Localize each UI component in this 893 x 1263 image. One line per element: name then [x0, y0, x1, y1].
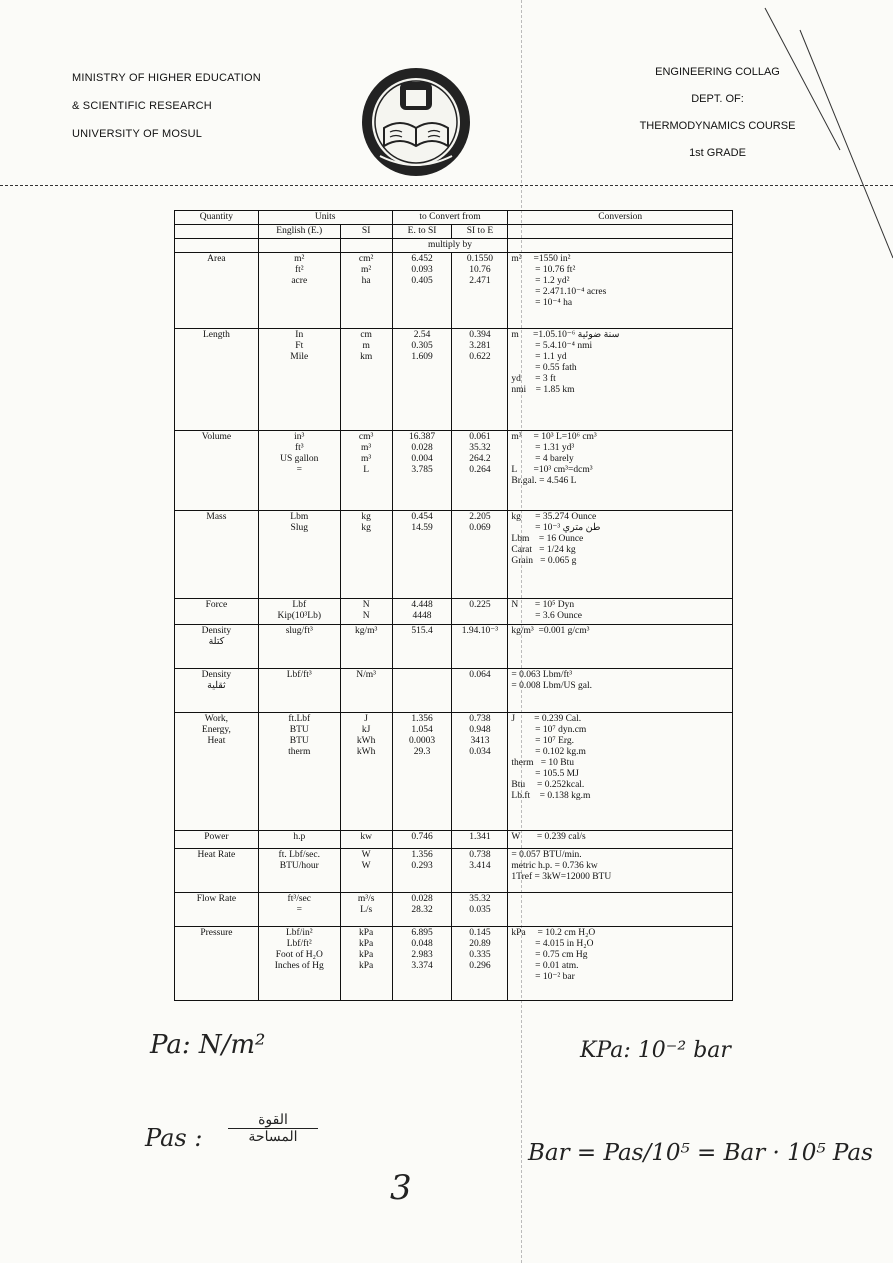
- conversion-line: m =1.05.10⁻⁶ سنة ضوئية: [511, 330, 620, 340]
- si-to-e-cell: [452, 329, 508, 431]
- quantity-line: Flow Rate: [196, 894, 237, 904]
- conversion-line: = 2.471.10⁻⁴ acres: [511, 287, 607, 297]
- english-unit-line: Lbf/ft²: [286, 939, 312, 949]
- conversion-line: kg/m³ =0.001 g/cm³: [511, 626, 590, 636]
- english-unit-line: BTU: [289, 725, 309, 735]
- e-to-si-line: 6.452: [411, 254, 433, 264]
- e-to-si-cell: [392, 927, 452, 1001]
- conversion-line: N = 10⁵ Dyn: [511, 600, 575, 610]
- english-unit-cell: [258, 431, 340, 511]
- si-unit-cell: [340, 329, 392, 431]
- header-row-2: [175, 225, 733, 239]
- si-unit-cell: [340, 669, 392, 713]
- e-to-si-line: [396, 670, 449, 681]
- si-unit-cell: [340, 713, 392, 831]
- english-unit-line: ft²: [294, 265, 304, 275]
- english-unit-cell: [258, 329, 340, 431]
- table-row: [175, 625, 733, 669]
- conversion-line: Btu = 0.252kcal.: [511, 780, 585, 790]
- conversion-table: [174, 210, 733, 1001]
- conversion-cell: [508, 599, 733, 625]
- english-unit-line: acre: [291, 276, 308, 286]
- si-to-e-line: 264.2: [469, 454, 491, 464]
- table-row: [175, 253, 733, 329]
- quantity-line: Heat: [207, 736, 226, 746]
- si-to-e-cell: [452, 849, 508, 893]
- si-unit-line: cm: [360, 330, 372, 340]
- quantity-cell: [175, 431, 259, 511]
- col-convert: to Convert from: [392, 211, 508, 225]
- si-unit-line: kPa: [359, 928, 374, 938]
- english-unit-line: Lbf/ft³: [286, 670, 312, 680]
- si-unit-line: ha: [361, 276, 371, 286]
- si-unit-cell: [340, 625, 392, 669]
- header-row-1: [175, 211, 733, 225]
- e-to-si-line: 0.093: [411, 265, 433, 275]
- quantity-line: كتلة: [208, 637, 225, 647]
- si-unit-line: m³: [361, 454, 372, 464]
- si-to-e-cell: [452, 669, 508, 713]
- si-unit-line: L/s: [360, 905, 373, 915]
- e-to-si-line: 0.746: [411, 832, 433, 842]
- si-to-e-line: 10.76: [469, 265, 491, 275]
- si-to-e-line: 0.394: [469, 330, 491, 340]
- conversion-line: = 10⁷ Erg.: [511, 736, 574, 746]
- conversion-line: metric h.p. = 0.736 kw: [511, 861, 598, 871]
- e-to-si-line: 0.028: [411, 894, 433, 904]
- hand-bar-equation: Bar = Pas/10⁵ = Bar · 10⁵ Pas: [528, 1140, 873, 1166]
- conversion-line: = 0.55 fath: [511, 363, 577, 373]
- quantity-line: Work,: [204, 714, 229, 724]
- english-unit-cell: [258, 599, 340, 625]
- english-unit-line: =: [296, 905, 302, 915]
- si-to-e-cell: [452, 625, 508, 669]
- hand-pa: Pa: N/m²: [150, 1030, 266, 1060]
- conversion-line: = 4 barely: [511, 454, 574, 464]
- conversion-line: = 5.4.10⁻⁴ nmi: [511, 341, 593, 351]
- hand-pas-fraction: [228, 1112, 318, 1145]
- si-unit-cell: [340, 927, 392, 1001]
- table-row: [175, 849, 733, 893]
- quantity-cell: [175, 599, 259, 625]
- conversion-line: = 0.057 BTU/min.: [511, 850, 582, 860]
- si-unit-line: kg: [361, 512, 371, 522]
- english-unit-line: therm: [288, 747, 311, 757]
- si-to-e-line: 0.622: [469, 352, 491, 362]
- english-unit-line: ft³: [294, 443, 304, 453]
- conversion-line: = 3.6 Ounce: [511, 611, 582, 621]
- si-unit-cell: [340, 831, 392, 849]
- e-to-si-cell: [392, 669, 452, 713]
- e-to-si-line: 515.4: [411, 626, 433, 636]
- hand-page-number: 3: [390, 1168, 412, 1208]
- e-to-si-line: 1.054: [411, 725, 433, 735]
- e-to-si-cell: [392, 253, 452, 329]
- si-to-e-line: 0.069: [469, 523, 491, 533]
- english-unit-cell: [258, 927, 340, 1001]
- hand-kpa: KPa: 10⁻² bar: [580, 1038, 731, 1063]
- conversion-line: = 0.01 atm.: [511, 961, 579, 971]
- hand-pas-numerator: القوة: [228, 1112, 318, 1129]
- si-unit-cell: [340, 431, 392, 511]
- english-unit-line: Lbm: [290, 512, 309, 522]
- si-unit-line: kw: [360, 832, 372, 842]
- conversion-cell: [508, 669, 733, 713]
- si-unit-cell: [340, 849, 392, 893]
- e-to-si-line: 6.895: [411, 928, 433, 938]
- si-unit-line: N/m³: [356, 670, 377, 680]
- quantity-cell: [175, 329, 259, 431]
- conversion-line: W = 0.239 cal/s: [511, 832, 586, 842]
- si-unit-line: J: [364, 714, 368, 724]
- english-unit-line: Foot of H₂O: [275, 950, 323, 960]
- conversion-line: kg = 35.274 Ounce: [511, 512, 597, 522]
- english-unit-line: BTU/hour: [279, 861, 319, 871]
- table-row: [175, 511, 733, 599]
- english-unit-line: BTU: [289, 736, 309, 746]
- conversion-cell: [508, 329, 733, 431]
- hand-pas-label: Pas :: [145, 1124, 203, 1152]
- english-unit-cell: [258, 511, 340, 599]
- e-to-si-line: 0.454: [411, 512, 433, 522]
- si-to-e-line: 2.471: [469, 276, 491, 286]
- english-unit-line: slug/ft³: [285, 626, 313, 636]
- col-english: English (E.): [258, 225, 340, 239]
- si-to-e-line: 0.145: [469, 928, 491, 938]
- conversion-line: = 10⁻³ طن متري: [511, 523, 601, 533]
- si-to-e-cell: [452, 713, 508, 831]
- conversion-line: m³ = 10³ L=10⁶ cm³: [511, 432, 597, 442]
- si-unit-line: m²: [361, 265, 372, 275]
- conversion-line: m² =1550 in²: [511, 254, 571, 264]
- si-unit-line: m: [362, 341, 370, 351]
- si-to-e-line: 1.94.10⁻³: [461, 626, 499, 636]
- si-to-e-cell: [452, 431, 508, 511]
- e-to-si-line: 16.387: [408, 432, 436, 442]
- si-to-e-cell: [452, 893, 508, 927]
- e-to-si-cell: [392, 713, 452, 831]
- e-to-si-cell: [392, 831, 452, 849]
- si-to-e-line: 0.1550: [466, 254, 493, 264]
- conversion-line: Grain = 0.065 g: [511, 556, 577, 566]
- conversion-line: = 10⁻² bar: [511, 972, 575, 982]
- si-unit-line: m³: [361, 443, 372, 453]
- conversion-line: therm = 10 Btu: [511, 758, 575, 768]
- col-e-to-si: E. to SI: [392, 225, 452, 239]
- conversion-line: = 10⁷ dyn.cm: [511, 725, 587, 735]
- quantity-cell: [175, 253, 259, 329]
- conversion-line: Carat = 1/24 kg: [511, 545, 576, 555]
- e-to-si-cell: [392, 431, 452, 511]
- col-multiply: multiply by: [392, 239, 508, 253]
- conversion-cell: [508, 849, 733, 893]
- si-unit-line: km: [360, 352, 373, 362]
- english-unit-line: ft. Lbf/sec.: [278, 850, 320, 860]
- english-unit-line: Ft: [295, 341, 304, 351]
- conversion-line: 1Tref = 3kW=12000 BTU: [511, 872, 612, 882]
- quantity-line: Density: [201, 670, 232, 680]
- si-unit-cell: [340, 599, 392, 625]
- e-to-si-line: 4.448: [411, 600, 433, 610]
- conversion-line: L =10³ cm³=dcm³: [511, 465, 593, 475]
- conversion-line: = 105.5 MJ: [511, 769, 579, 779]
- e-to-si-cell: [392, 625, 452, 669]
- quantity-cell: [175, 893, 259, 927]
- english-unit-cell: [258, 831, 340, 849]
- conversion-line: = 0.008 Lbm/US gal.: [511, 681, 592, 691]
- si-to-e-cell: [452, 831, 508, 849]
- si-unit-line: kJ: [361, 725, 371, 735]
- si-to-e-line: 3413: [470, 736, 490, 746]
- conversion-line: kPa = 10.2 cm H₂O: [511, 928, 596, 938]
- e-to-si-line: 1.356: [411, 714, 433, 724]
- conversion-line: Br.gal. = 4.546 L: [511, 476, 577, 486]
- conversion-line: nmi = 1.85 km: [511, 385, 575, 395]
- quantity-cell: [175, 669, 259, 713]
- si-unit-line: W: [361, 850, 371, 860]
- quantity-line: Volume: [201, 432, 232, 442]
- quantity-cell: [175, 927, 259, 1001]
- table-row: [175, 831, 733, 849]
- english-unit-cell: [258, 849, 340, 893]
- si-unit-line: W: [361, 861, 371, 871]
- e-to-si-cell: [392, 599, 452, 625]
- si-unit-line: kPa: [359, 939, 374, 949]
- quantity-line: Power: [204, 832, 229, 842]
- conversion-line: = 0.75 cm Hg: [511, 950, 588, 960]
- quantity-cell: [175, 625, 259, 669]
- si-to-e-line: 2.205: [469, 512, 491, 522]
- si-unit-line: cm²: [358, 254, 374, 264]
- conversion-cell: [508, 511, 733, 599]
- si-unit-line: kg/m³: [354, 626, 378, 636]
- english-unit-cell: [258, 625, 340, 669]
- e-to-si-line: 3.374: [411, 961, 433, 971]
- english-unit-line: Inches of Hg: [274, 961, 324, 971]
- english-unit-line: ft³/sec: [287, 894, 311, 904]
- si-unit-line: kWh: [356, 736, 376, 746]
- course-line: THERMODYNAMICS COURSE: [639, 120, 796, 132]
- conversion-line: = 1.1 yd: [511, 352, 567, 362]
- e-to-si-line: 28.32: [411, 905, 433, 915]
- english-unit-line: Slug: [290, 523, 308, 533]
- conversion-line: Lbm = 16 Ounce: [511, 534, 584, 544]
- si-to-e-line: 0.948: [469, 725, 491, 735]
- si-to-e-line: 35.32: [469, 894, 491, 904]
- research-line: & SCIENTIFIC RESEARCH: [72, 100, 212, 112]
- dept-line: DEPT. OF:: [691, 93, 744, 105]
- col-si: SI: [340, 225, 392, 239]
- si-to-e-line: 0.225: [469, 600, 491, 610]
- e-to-si-cell: [392, 511, 452, 599]
- conversion-line: = 10.76 ft²: [511, 265, 576, 275]
- conversion-cell: [508, 253, 733, 329]
- e-to-si-line: 0.293: [411, 861, 433, 871]
- e-to-si-line: 0.028: [411, 443, 433, 453]
- e-to-si-cell: [392, 893, 452, 927]
- quantity-cell: [175, 849, 259, 893]
- quantity-cell: [175, 511, 259, 599]
- e-to-si-line: 14.59: [411, 523, 433, 533]
- si-unit-line: N: [362, 611, 370, 621]
- si-unit-line: kWh: [356, 747, 376, 757]
- english-unit-cell: [258, 253, 340, 329]
- quantity-line: ثقلية: [207, 681, 226, 691]
- si-to-e-cell: [452, 927, 508, 1001]
- english-unit-line: Mile: [290, 352, 309, 362]
- si-to-e-line: 0.061: [469, 432, 491, 442]
- si-unit-cell: [340, 893, 392, 927]
- conversion-line: yd = 3 ft: [511, 374, 556, 384]
- e-to-si-line: 0.048: [411, 939, 433, 949]
- e-to-si-line: 29.3: [413, 747, 431, 757]
- col-units: Units: [258, 211, 392, 225]
- conversion-cell: [508, 831, 733, 849]
- table-row: [175, 669, 733, 713]
- table-row: [175, 713, 733, 831]
- english-unit-line: m²: [294, 254, 305, 264]
- si-to-e-line: 20.89: [469, 939, 491, 949]
- si-to-e-line: 0.264: [469, 465, 491, 475]
- conversion-cell: [508, 893, 733, 927]
- college-line: ENGINEERING COLLAG: [655, 66, 780, 78]
- e-to-si-line: 4448: [412, 611, 432, 621]
- ministry-line: MINISTRY OF HIGHER EDUCATION: [72, 72, 261, 84]
- si-to-e-line: 1.341: [469, 832, 491, 842]
- table-row: [175, 431, 733, 511]
- si-to-e-line: 35.32: [469, 443, 491, 453]
- si-to-e-line: 0.064: [469, 670, 491, 680]
- university-line: UNIVERSITY OF MOSUL: [72, 128, 203, 140]
- e-to-si-line: 0.004: [411, 454, 433, 464]
- e-to-si-cell: [392, 849, 452, 893]
- si-unit-line: m³/s: [357, 894, 375, 904]
- english-unit-line: ft.Lbf: [288, 714, 311, 724]
- si-to-e-line: 0.738: [469, 850, 491, 860]
- english-unit-line: Lbf: [292, 600, 307, 610]
- e-to-si-line: 1.609: [411, 352, 433, 362]
- si-unit-line: cm³: [358, 432, 374, 442]
- quantity-cell: [175, 831, 259, 849]
- english-unit-line: =: [296, 465, 302, 475]
- e-to-si-line: 0.0003: [408, 736, 436, 746]
- table-row: [175, 927, 733, 1001]
- si-to-e-line: 0.738: [469, 714, 491, 724]
- si-to-e-line: 3.414: [469, 861, 491, 871]
- si-unit-cell: [340, 253, 392, 329]
- quantity-line: Energy,: [201, 725, 231, 735]
- si-unit-line: L: [363, 465, 370, 475]
- conversion-line: = 1.2 yd²: [511, 276, 570, 286]
- conversion-cell: [508, 625, 733, 669]
- e-to-si-line: 2.983: [411, 950, 433, 960]
- conversion-line: = 4.015 in H₂O: [511, 939, 594, 949]
- e-to-si-line: 3.785: [411, 465, 433, 475]
- english-unit-cell: [258, 893, 340, 927]
- si-to-e-line: 0.034: [469, 747, 491, 757]
- si-to-e-cell: [452, 253, 508, 329]
- table-row: [175, 329, 733, 431]
- grade-line: 1st GRADE: [689, 147, 746, 159]
- conversion-cell: [508, 713, 733, 831]
- table-row: [175, 893, 733, 927]
- conversion-cell: [508, 927, 733, 1001]
- conversion-line: J = 0.239 Cal.: [511, 714, 582, 724]
- english-unit-line: Lbf/in²: [285, 928, 313, 938]
- table-row: [175, 599, 733, 625]
- quantity-line: Heat Rate: [197, 850, 236, 860]
- e-to-si-line: 2.54: [413, 330, 431, 340]
- conversion-line: Lb.ft = 0.138 kg.m: [511, 791, 591, 801]
- col-conversion: Conversion: [508, 211, 733, 225]
- hand-pas-denominator: المساحة: [248, 1129, 298, 1145]
- si-unit-line: N: [362, 600, 370, 610]
- si-to-e-line: 0.335: [469, 950, 491, 960]
- conversion-line: = 10⁻⁴ ha: [511, 298, 573, 308]
- english-unit-line: US gallon: [280, 454, 319, 464]
- quantity-line: Pressure: [200, 928, 233, 938]
- english-unit-cell: [258, 669, 340, 713]
- quantity-line: Length: [202, 330, 230, 340]
- header-row-3: [175, 239, 733, 253]
- col-quantity: Quantity: [175, 211, 259, 225]
- e-to-si-line: 0.405: [411, 276, 433, 286]
- si-unit-line: kg: [361, 523, 371, 533]
- english-unit-line: In: [295, 330, 304, 340]
- si-unit-cell: [340, 511, 392, 599]
- english-unit-line: Kip(10³Lb): [277, 611, 321, 621]
- si-to-e-cell: [452, 599, 508, 625]
- si-to-e-line: 0.296: [469, 961, 491, 971]
- si-to-e-line: 3.281: [469, 341, 491, 351]
- conversion-line: [511, 894, 729, 905]
- quantity-line: Density: [201, 626, 232, 636]
- quantity-line: Force: [205, 600, 228, 610]
- si-unit-line: kPa: [359, 950, 374, 960]
- conversion-line: = 0.063 Lbm/ft³: [511, 670, 573, 680]
- english-unit-line: h.p: [293, 832, 306, 842]
- english-unit-cell: [258, 713, 340, 831]
- e-to-si-cell: [392, 329, 452, 431]
- si-to-e-cell: [452, 511, 508, 599]
- e-to-si-line: 1.356: [411, 850, 433, 860]
- si-to-e-line: 0.035: [469, 905, 491, 915]
- english-unit-line: in³: [294, 432, 305, 442]
- col-si-to-e: SI to E: [452, 225, 508, 239]
- quantity-cell: [175, 713, 259, 831]
- quantity-line: Mass: [206, 512, 227, 522]
- si-to-e-line: [455, 611, 504, 622]
- conversion-line: = 1.31 yd³: [511, 443, 575, 453]
- conversion-line: = 0.102 kg.m: [511, 747, 586, 757]
- header-divider: [0, 185, 893, 186]
- quantity-line: Area: [207, 254, 226, 264]
- si-unit-line: kPa: [359, 961, 374, 971]
- conversion-cell: [508, 431, 733, 511]
- e-to-si-line: 0.305: [411, 341, 433, 351]
